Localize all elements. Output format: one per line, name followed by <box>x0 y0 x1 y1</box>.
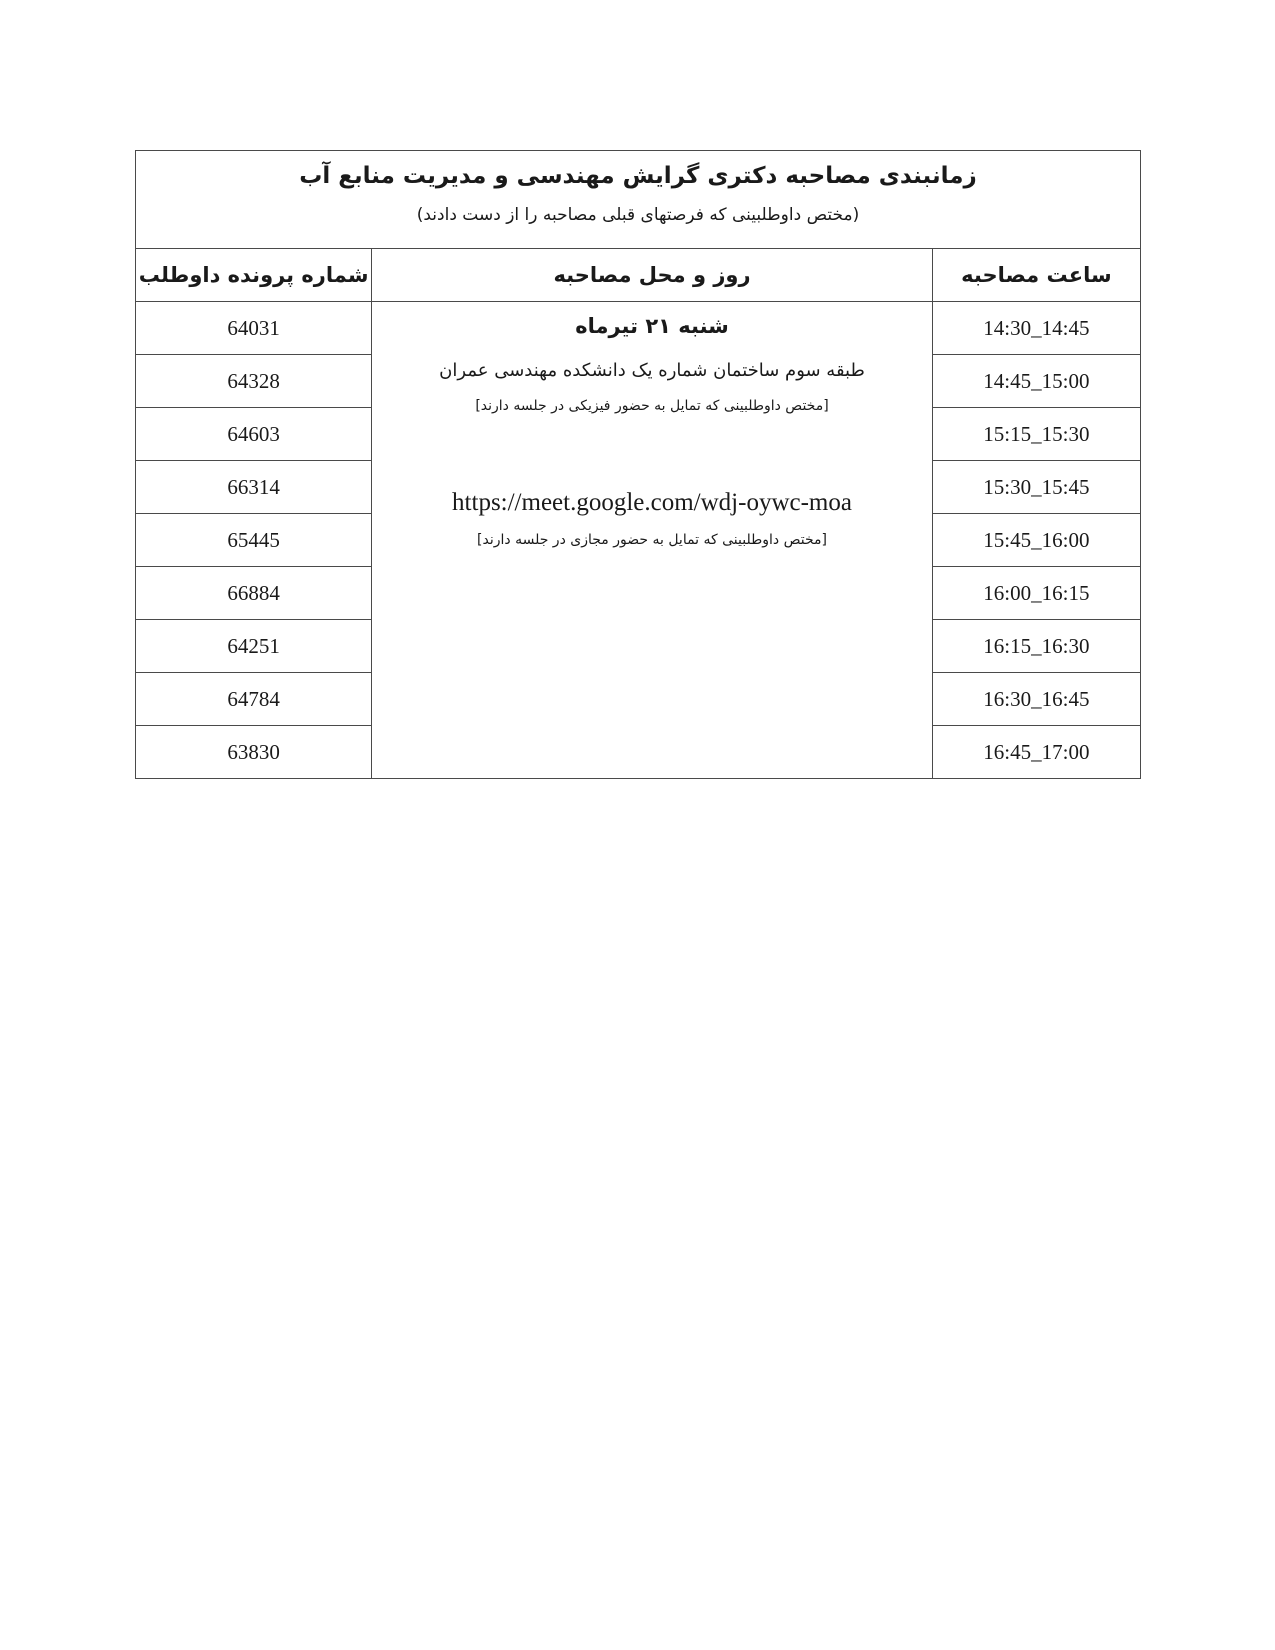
time-slot-cell: 15:15_15:30 <box>932 408 1140 461</box>
interview-location: طبقه سوم ساختمان شماره یک دانشکده مهندسی عمران <box>439 360 865 381</box>
file-number-cell: 63830 <box>136 726 372 779</box>
time-slot-cell: 14:30_14:45 <box>932 302 1140 355</box>
interview-day: شنبه ۲۱ تیرماه <box>575 314 729 338</box>
file-number-cell: 66314 <box>136 461 372 514</box>
file-number-cell: 64328 <box>136 355 372 408</box>
time-slot-cell: 16:30_16:45 <box>932 673 1140 726</box>
table-row <box>136 302 1141 355</box>
column-header-file-number: شماره پرونده داوطلب <box>136 249 372 302</box>
interview-schedule-table <box>135 150 1141 779</box>
file-number-cell: 66884 <box>136 567 372 620</box>
column-header-day-place: روز و محل مصاحبه <box>372 249 933 302</box>
header-row <box>136 249 1141 302</box>
time-slot-cell: 15:45_16:00 <box>932 514 1140 567</box>
day-place-cell <box>372 302 933 779</box>
file-number-cell: 64251 <box>136 620 372 673</box>
time-slot-cell: 16:15_16:30 <box>932 620 1140 673</box>
time-slot-cell: 16:00_16:15 <box>932 567 1140 620</box>
meeting-link[interactable]: https://meet.google.com/wdj-oywc-moa <box>452 489 852 516</box>
file-number-cell: 64031 <box>136 302 372 355</box>
title-cell <box>136 151 1141 249</box>
file-number-cell: 64784 <box>136 673 372 726</box>
in-person-note: [مختص داوطلبینی که تمایل به حضور فیزیکی در جلسه دارند] <box>475 398 829 414</box>
virtual-note: [مختص داوطلبینی که تمایل به حضور مجازی در جلسه دارند] <box>477 532 827 548</box>
time-slot-cell: 16:45_17:00 <box>932 726 1140 779</box>
page-subtitle: (مختص داوطلبینی که فرصتهای قبلی مصاحبه را از دست دادند) <box>416 205 860 225</box>
time-slot-cell: 15:30_15:45 <box>932 461 1140 514</box>
time-slot-cell: 14:45_15:00 <box>932 355 1140 408</box>
file-number-cell: 64603 <box>136 408 372 461</box>
column-header-time: ساعت مصاحبه <box>932 249 1140 302</box>
page-title: زمانبندی مصاحبه دکتری گرایش مهندسی و مدیریت منابع آب <box>299 163 977 189</box>
file-number-cell: 65445 <box>136 514 372 567</box>
title-row <box>136 151 1141 249</box>
